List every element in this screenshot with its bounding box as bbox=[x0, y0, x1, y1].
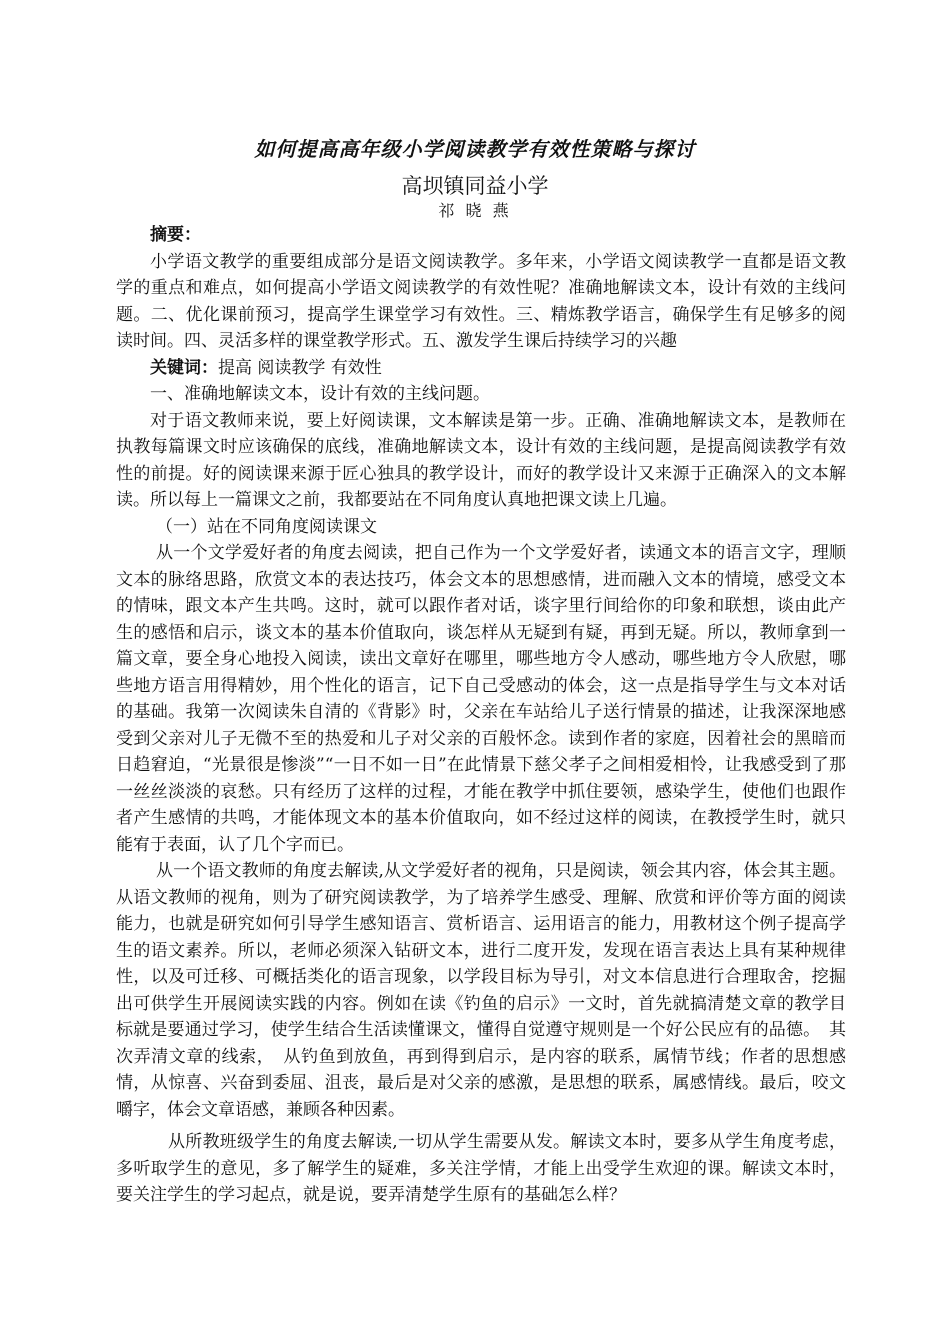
section-1-paragraph: 对于语文教师来说，要上好阅读课，文本解读是第一步。正确、准确地解读文本，是教师在执教每篇课文时应该确保的底线，准确地解读文本，设计有效的主线问题，是提高阅读教学有效性的前提。好的阅读课来源于匠心独具的教学设计，而好的教学设计又来源于正确深入的文本解读。所以每上一篇课文之前，我都要站在不同角度认真地把课文读上几遍。 bbox=[116, 410, 846, 510]
subsection-heading-1: （一）站在不同角度阅读课文 bbox=[156, 516, 377, 537]
paragraph-student-view: 从所教班级学生的角度去解读,一切从学生需要从发。解读文本时，要多从学生角度考虑，多听取学生的意见，多了解学生的疑难，多关注学情，才能上出受学生欢迎的课。解读文本时，要关注学生的学习起点，就是说，要弄清楚学生原有的基础怎么样？ bbox=[116, 1132, 846, 1205]
paragraph-literary-view: 从一个文学爱好者的角度去阅读，把自己作为一个文学爱好者，读通文本的语言文字，理顺文本的脉络思路，欣赏文本的表达技巧，体会文本的思想感情，进而融入文本的情境，感受文本的情味，跟文本产生共鸣。这时，就可以跟作者对话，谈字里行间给你的印象和联想，谈由此产生的感悟和启示，谈文本的基本价值取向，谈怎样从无疑到有疑，再到无疑。所以，教师拿到一篇文章，要全身心地投入阅读，读出文章好在哪里，哪些地方令人感动，哪些地方令人欣慰，哪些地方语言用得精妙，用个性化的语言，记下自己受感动的体会，这一点是指导学生与文本对话的基础。我第一次阅读朱自清的《背影》时，父亲在车站给儿子送行情景的描述，让我深深地感受到父亲对儿子无微不至的热爱和儿子对父亲的百般怀念。读到作者的家庭，因着社会的黑暗而日趋窘迫，“光景很是惨淡”“一日不如一日”在此情景下慈父孝子之间相爱相怜，让我感受到了那一丝丝淡淡的哀愁。只有经历了这样的过程，才能在教学中抓住要领，感染学生，使他们也跟作者产生感情的共鸣，才能体现文本的基本价值取向，如不经过这样的阅读，在教授学生时，就只能宥于表面，认了几个字而已。 bbox=[116, 543, 846, 855]
document-title: 如何提高高年级小学阅读教学有效性策略与探讨 bbox=[254, 137, 696, 161]
abstract-heading bbox=[116, 222, 846, 249]
section-heading-1: 一、准确地解读文本，设计有效的主线问题。 bbox=[150, 384, 490, 404]
document-body bbox=[116, 222, 846, 1209]
keywords-text: 提高 阅读教学 有效性 bbox=[218, 357, 382, 378]
keywords-label: 关键词： bbox=[150, 357, 218, 378]
abstract-paragraph: 小学语文教学的重要组成部分是语文阅读教学。多年来，小学语文阅读教学一直都是语文教学的重点和难点，如何提高小学语文阅读教学的有效性呢？准确地解读文本，设计有效的主线问题。二、优化课前预习，提高学生课堂学习有效性。三、精炼教学语言，确保学生有足够多的阅读时间。四、灵活多样的课堂教学形式。五、激发学生课后持续学习的兴趣 bbox=[116, 251, 846, 351]
paragraph-teacher-view: 从一个语文教师的角度去解读,从文学爱好者的视角，只是阅读，领会其内容，体会其主题。从语文教师的视角，则为了研究阅读教学，为了培养学生感受、理解、欣赏和评价等方面的阅读能力，也就是研究如何引导学生感知语言、赏析语言、运用语言的能力，用教材这个例子提高学生的语文素养。所以，老师必须深入钻研文本，进行二度开发，发现在语言表达上具有某种规律性，以及可迁移、可概括类化的语言现象，以学段目标为导引，对文本信息进行合理取舍，挖掘出可供学生开展阅读实践的内容。例如在读《钓鱼的启示》一文时，首先就搞清楚文章的教学目标就是要通过学习，使学生结合生活读懂课文，懂得自觉遵守规则是一个好公民应有的品德。 其次弄清文章的线索， 从钓鱼到放鱼，再到得到启示，是内容的联系，属情节线；作者的思想感情，从惊喜、兴奋到委屈、沮丧，最后是对父亲的感激，是思想的联系，属感情线。最后，咬文嚼字，体会文章语感，兼顾各种因素。 bbox=[116, 861, 846, 1120]
abstract-label: 摘要： bbox=[150, 225, 201, 245]
school-name: 高坝镇同益小学 bbox=[401, 174, 549, 198]
keywords-line bbox=[116, 355, 846, 382]
author-name: 祁 晓 燕 bbox=[438, 201, 512, 220]
